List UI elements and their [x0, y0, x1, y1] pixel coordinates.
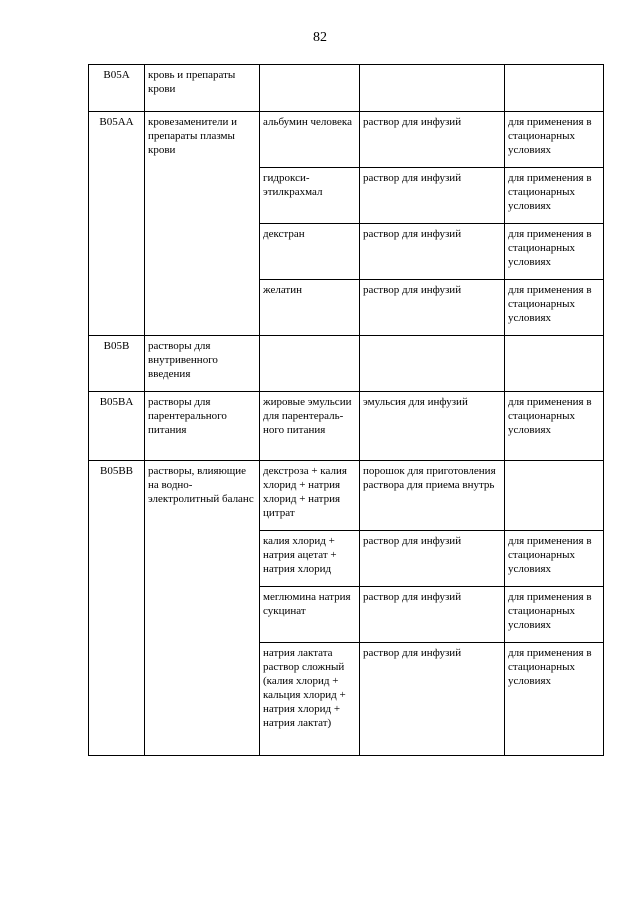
atc-code: B05BA	[89, 392, 145, 461]
atc-code: B05BB	[89, 461, 145, 756]
dosage-form: раствор для инфузий	[360, 168, 505, 224]
drug-name: декстран	[260, 224, 360, 280]
atc-group: кровезаменители и препараты плазмы крови	[145, 112, 260, 336]
dosage-form: порошок для приготовления раствора для приема внутрь	[360, 461, 505, 531]
usage-note: для применения в стационарных условиях	[505, 280, 604, 336]
dosage-form: эмульсия для инфузий	[360, 392, 505, 461]
table-row	[89, 336, 604, 392]
dosage-form: раствор для инфузий	[360, 643, 505, 756]
drug-name: желатин	[260, 280, 360, 336]
usage-note: для применения в стационарных условиях	[505, 643, 604, 756]
usage-note: для применения в стационарных условиях	[505, 587, 604, 643]
atc-code: B05A	[89, 65, 145, 112]
drug-name: гидрокси-этилкрахмал	[260, 168, 360, 224]
table-row	[89, 112, 604, 168]
usage-note: для применения в стационарных условиях	[505, 168, 604, 224]
dosage-form: раствор для инфузий	[360, 531, 505, 587]
usage-note	[505, 461, 604, 531]
atc-group: растворы, влияющие на водно-электролитный баланс	[145, 461, 260, 756]
usage-note: для применения в стационарных условиях	[505, 224, 604, 280]
atc-group: растворы для внутривенного введения	[145, 336, 260, 392]
atc-code: B05AA	[89, 112, 145, 336]
dosage-form	[360, 336, 505, 392]
table-row	[89, 392, 604, 461]
drug-name: декстроза + калия хлорид + натрия хлорид + натрия цитрат	[260, 461, 360, 531]
usage-note: для применения в стационарных условиях	[505, 112, 604, 168]
drug-name	[260, 65, 360, 112]
drug-name: жировые эмульсии для парентераль-ного питания	[260, 392, 360, 461]
dosage-form: раствор для инфузий	[360, 112, 505, 168]
dosage-form: раствор для инфузий	[360, 280, 505, 336]
drug-name: меглюмина натрия сукцинат	[260, 587, 360, 643]
dosage-form: раствор для инфузий	[360, 224, 505, 280]
atc-group: кровь и препараты крови	[145, 65, 260, 112]
dosage-form: раствор для инфузий	[360, 587, 505, 643]
atc-group: растворы для парентерального питания	[145, 392, 260, 461]
drug-name: альбумин человека	[260, 112, 360, 168]
usage-note	[505, 336, 604, 392]
drug-table	[88, 64, 604, 756]
usage-note: для применения в стационарных условиях	[505, 531, 604, 587]
drug-name: калия хлорид + натрия ацетат + натрия хлорид	[260, 531, 360, 587]
drug-name: натрия лактата раствор сложный (калия хлорид + кальция хлорид + натрия хлорид + натрия лактат)	[260, 643, 360, 756]
usage-note	[505, 65, 604, 112]
table-row	[89, 461, 604, 531]
usage-note: для применения в стационарных условиях	[505, 392, 604, 461]
drug-name	[260, 336, 360, 392]
dosage-form	[360, 65, 505, 112]
table-row	[89, 65, 604, 112]
page-number: 82	[313, 30, 327, 45]
atc-code: B05B	[89, 336, 145, 392]
